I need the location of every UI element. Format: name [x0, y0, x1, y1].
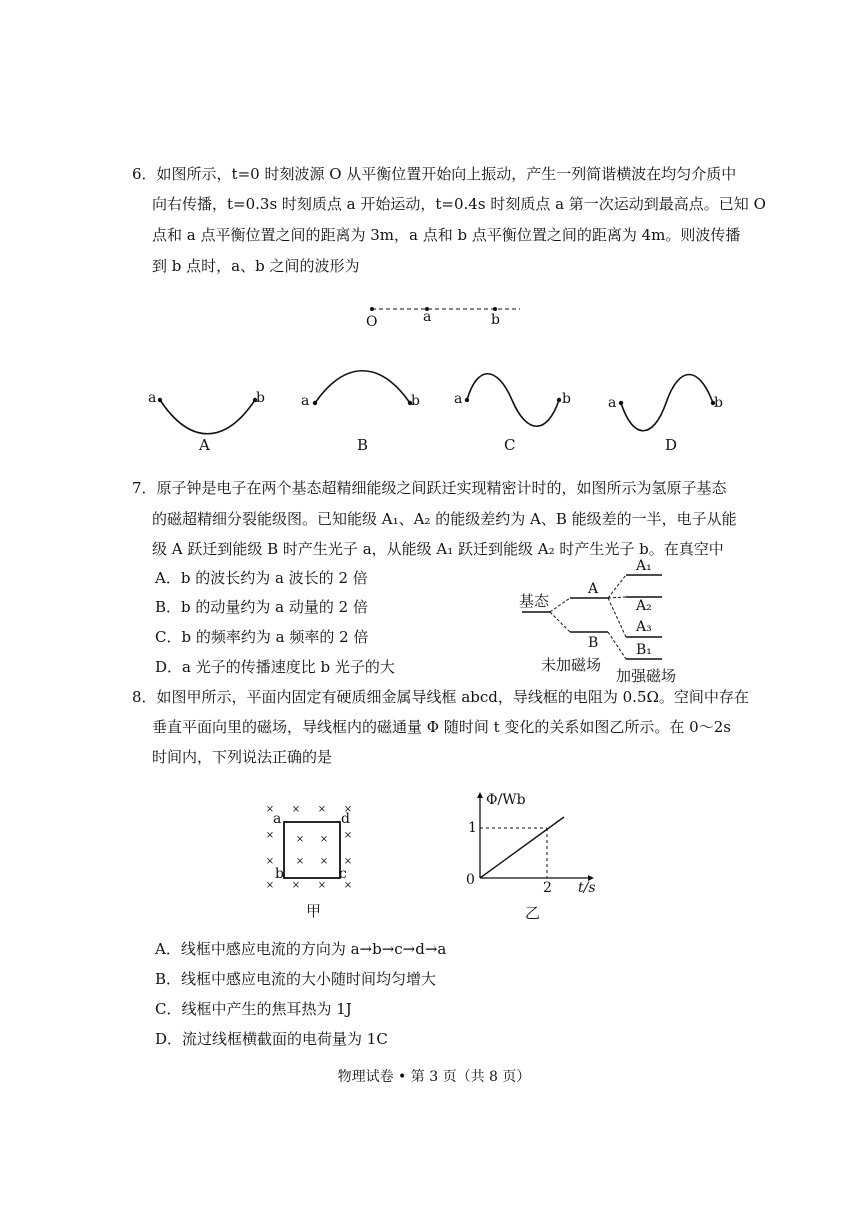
magnetic-field-mark: ×	[265, 830, 275, 841]
q8-frame-label-a: a	[273, 811, 282, 827]
q7-caption-no-field: 未加磁场	[541, 656, 602, 674]
magnetic-field-mark: ×	[343, 880, 353, 891]
magnetic-field-mark: ×	[265, 804, 275, 815]
q6-option-b-label-a: a	[301, 393, 310, 409]
q8-option-c: C．线框中产生的焦耳热为 1J	[155, 1000, 352, 1018]
q8-text-line-2: 垂直平面向里的磁场，导线框内的磁通量 Φ 随时间 t 变化的关系如图乙所示。在 0～2s	[152, 718, 731, 736]
q6-medium-line	[360, 300, 530, 330]
q7-label-a2: A₂	[636, 598, 652, 614]
q6-option-a-label-a: a	[148, 390, 157, 406]
q7-option-d: D．a 光子的传播速度比 b 光子的大	[155, 658, 395, 676]
q7-text-line-1: 7．原子钟是电子在两个基态超精细能级之间跃迁实现精密计时的，如图所示为氢原子基态	[132, 479, 727, 497]
q8-option-b: B．线框中感应电流的大小随时间均匀增大	[155, 970, 437, 988]
q6-option-a-letter: A	[199, 436, 210, 454]
q6-option-d-waveform	[616, 370, 726, 440]
q8-frame-label-d: d	[341, 811, 350, 827]
q8-graph-caption: 乙	[525, 904, 541, 922]
q7-label-b: B	[588, 635, 599, 651]
q7-text-line-3: 级 A 跃迁到能级 B 时产生光子 a，从能级 A₁ 跃迁到能级 A₂ 时产生光子 b。在真空中	[152, 540, 724, 558]
magnetic-field-mark: ×	[291, 804, 301, 815]
magnetic-field-mark: ×	[317, 880, 327, 891]
magnetic-field-mark: ×	[343, 804, 353, 815]
q6-text-line-2: 向右传播，t=0.3s 时刻质点 a 开始运动，t=0.4s 时刻质点 a 第一次运动到最高点。已知 O	[152, 195, 766, 213]
q6-option-d-label-a: a	[608, 395, 617, 411]
q6-option-c-waveform	[462, 370, 572, 440]
q7-label-a: A	[588, 581, 599, 597]
q7-label-a1: A₁	[636, 558, 652, 574]
q6-option-a-label-b: b	[256, 390, 265, 406]
q7-text-line-2: 的磁超精细分裂能级图。已知能级 A₁、A₂ 的能级差约为 A、B 能级差的一半，电子从能	[152, 510, 737, 528]
magnetic-field-mark: ×	[265, 856, 275, 867]
q6-option-b-waveform	[310, 365, 420, 425]
q6-label-b: b	[491, 312, 500, 328]
q7-option-c: C．b 的频率约为 a 频率的 2 倍	[155, 628, 369, 646]
page-footer: 物理试卷 • 第 3 页（共 8 页）	[337, 1069, 531, 1085]
q7-label-ground: 基态	[519, 592, 550, 610]
q7-caption-strong-field: 加强磁场	[616, 667, 677, 685]
q8-graph-ytick: 1	[468, 820, 477, 836]
q6-text-line-4: 到 b 点时，a、b 之间的波形为	[152, 257, 360, 275]
q7-option-b: B．b 的动量约为 a 动量的 2 倍	[155, 598, 368, 616]
q6-option-b-letter: B	[357, 436, 369, 454]
q8-text-line-3: 时间内，下列说法正确的是	[152, 748, 333, 766]
magnetic-field-mark: ×	[319, 856, 329, 867]
q8-graph-xtick: 2	[543, 880, 552, 896]
q8-option-d: D．流过线框横截面的电荷量为 1C	[155, 1030, 388, 1048]
magnetic-field-mark: ×	[291, 880, 301, 891]
q7-label-b1: B₁	[636, 642, 652, 658]
magnetic-field-mark: ×	[343, 830, 353, 841]
q6-option-c-letter: C	[504, 436, 516, 454]
q8-text-line-1: 8．如图甲所示，平面内固定有硬质细金属导线框 abcd，导线框的电阻为 0.5Ω。空间中存在	[132, 688, 749, 706]
q6-option-c-label-b: b	[562, 391, 571, 407]
q8-graph-origin: 0	[466, 872, 475, 888]
magnetic-field-mark: ×	[295, 834, 305, 845]
q8-frame-label-b: b	[275, 866, 284, 882]
q6-option-c-label-a: a	[454, 391, 463, 407]
q6-text-line-3: 点和 a 点平衡位置之间的距离为 3m，a 点和 b 点平衡位置之间的距离为 4m。则波传播	[152, 226, 741, 244]
q6-option-d-letter: D	[665, 436, 678, 454]
q7-label-a3: A₃	[636, 619, 652, 635]
magnetic-field-mark: ×	[295, 856, 305, 867]
q6-option-a-waveform	[155, 375, 265, 435]
q7-option-a: A．b 的波长约为 a 波长的 2 倍	[155, 569, 368, 587]
q6-option-d-label-b: b	[714, 395, 723, 411]
q8-frame-label-c: c	[339, 866, 347, 882]
magnetic-field-mark: ×	[317, 804, 327, 815]
q6-option-b-label-b: b	[411, 393, 420, 409]
q8-graph-ylabel: Φ/Wb	[486, 792, 526, 808]
q6-label-o: O	[366, 314, 378, 330]
q8-graph-xlabel: t/s	[578, 880, 596, 896]
magnetic-field-mark: ×	[265, 880, 275, 891]
q8-frame-caption: 甲	[306, 902, 322, 920]
q8-option-a: A．线框中感应电流的方向为 a→b→c→d→a	[155, 940, 447, 958]
q6-text-line-1: 6．如图所示，t=0 时刻波源 O 从平衡位置开始向上振动，产生一列简谐横波在均匀介质中	[132, 165, 737, 183]
magnetic-field-mark: ×	[319, 834, 329, 845]
q6-label-a: a	[423, 309, 432, 325]
magnetic-field-mark: ×	[343, 856, 353, 867]
